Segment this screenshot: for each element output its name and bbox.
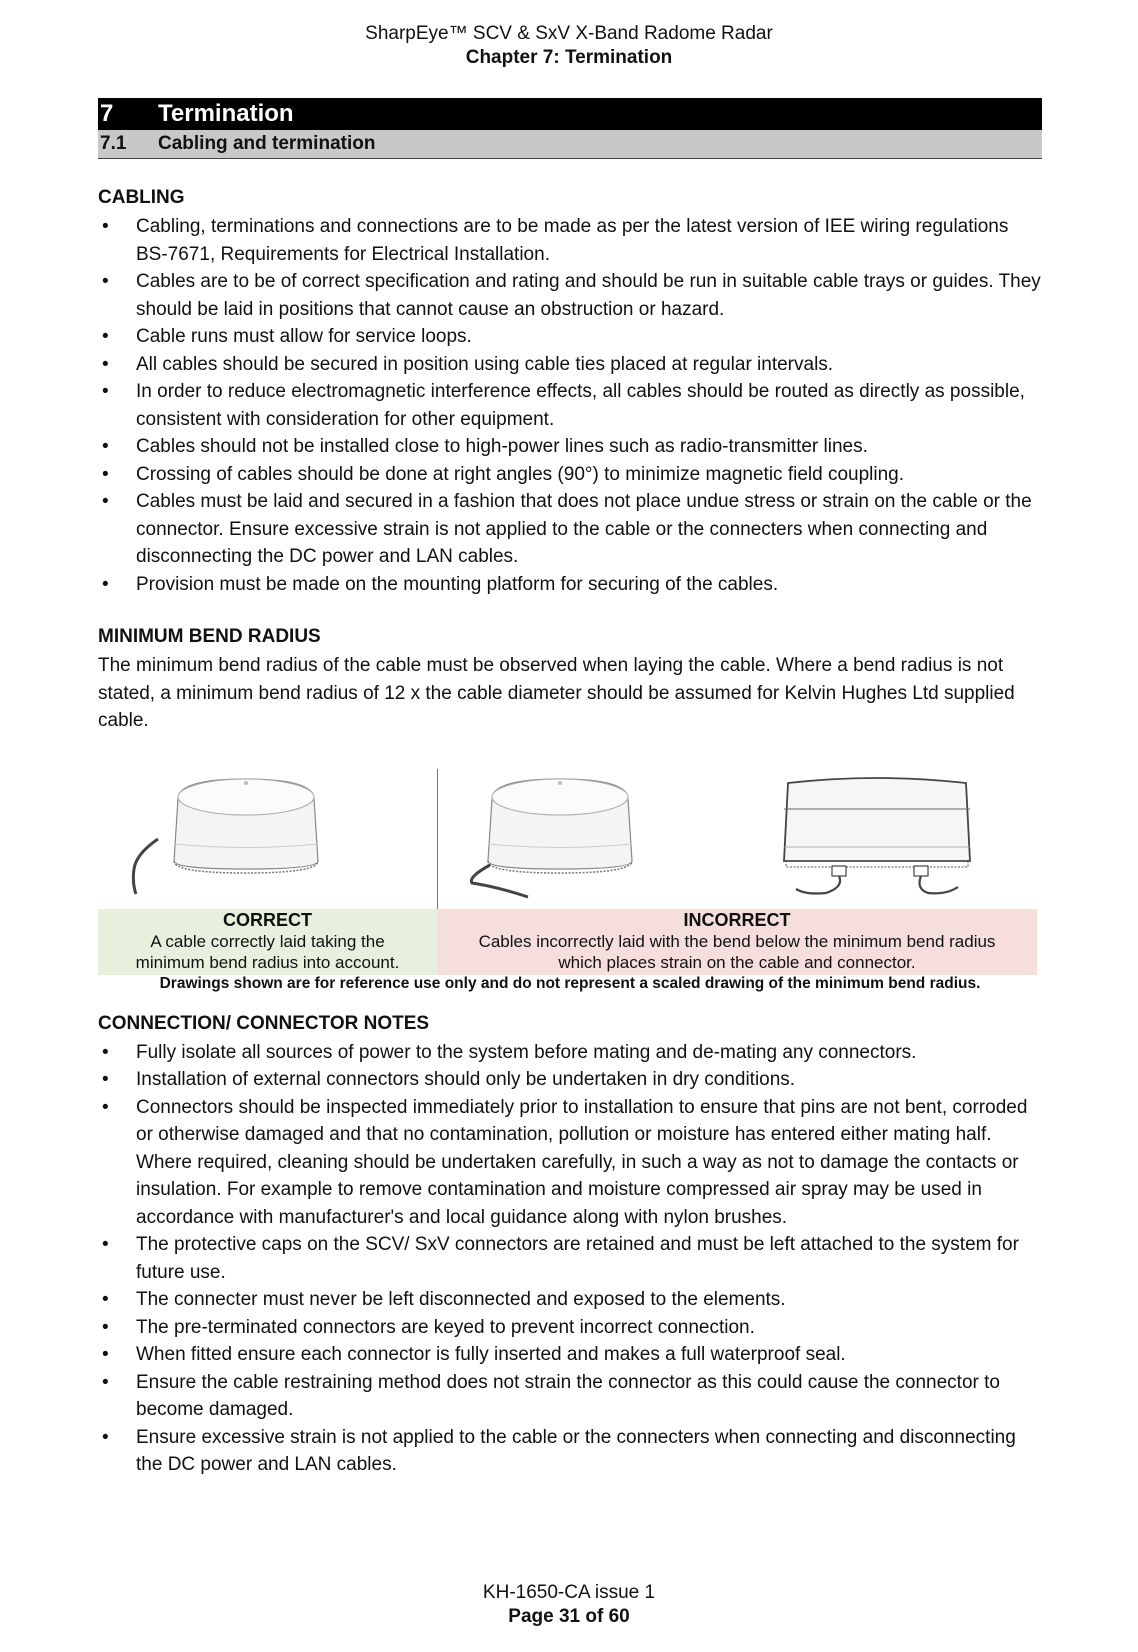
page-footer [0,1581,1138,1629]
list-item: • Cable runs must allow for service loops. [98,323,1042,351]
list-item: • Cables must be laid and secured in a fashion that does not place undue stress or strain on the cable or the connector. Ensure excessive strain is not applied to the cable or the connecters when connecting and disconnecting the DC power and LAN cables. [98,488,1042,571]
correct-label: CORRECT [223,909,312,930]
subsection-title: Cabling and termination [158,133,376,154]
subsection-heading [98,130,1042,159]
radome-correct-drawing [128,769,388,904]
list-item: • Crossing of cables should be done at right angles (90°) to minimize magnetic field coupling. [98,461,1042,489]
list-item: • Provision must be made on the mounting platform for securing of the cables. [98,571,1042,599]
incorrect-label: INCORRECT [683,909,791,930]
page-number: Page 31 of 60 [508,1606,630,1627]
list-item: • Ensure excessive strain is not applied to the cable or the connecters when connecting and disconnecting the DC power and LAN cables. [98,1424,1042,1479]
list-item: • The connecter must never be left disconnected and exposed to the elements. [98,1286,1042,1314]
section-heading [98,98,1042,130]
radome-incorrect-drawing [468,769,728,904]
document-number: KH-1650-CA issue 1 [482,1582,656,1603]
bend-radius-figure [98,769,1042,992]
figure-note: Drawings shown are for reference use only and do not represent a scaled drawing of the minimum bend radius. [159,974,981,992]
incorrect-caption [437,909,1037,975]
connector-list [98,1039,1042,1479]
incorrect-text-line1: Cables incorrectly laid with the bend below the minimum bend radius [478,931,996,951]
incorrect-text-line2: which places strain on the cable and connector. [558,952,916,972]
subsection-number: 7.1 [100,133,127,154]
bend-radius-heading: MINIMUM BEND RADIUS [98,626,321,647]
figure-divider [437,769,438,909]
cabling-heading: CABLING [98,187,185,208]
section-title: Termination [158,100,294,127]
list-item: • When fitted ensure each connector is fully inserted and makes a full waterproof seal. [98,1341,1042,1369]
bend-radius-text: The minimum bend radius of the cable must be observed when laying the cable. Where a bend radius is not stated, a minimum bend radius of 12 x the cable diameter should be assumed for Kelvin Hughes Ltd supplied cable. [98,655,1015,731]
list-item: • The pre-terminated connectors are keyed to prevent incorrect connection. [98,1314,1042,1342]
list-item: • Installation of external connectors should only be undertaken in dry conditions. [98,1066,1042,1094]
correct-text-line2: minimum bend radius into account. [135,952,400,972]
list-item: • Ensure the cable restraining method does not strain the connector as this could cause the connector to become damaged. [98,1369,1042,1424]
page-content [98,98,1042,1479]
radome-side-drawing [766,769,1006,904]
correct-text-line1: A cable correctly laid taking the [150,931,385,951]
page-header [0,22,1138,70]
list-item: • Cables should not be installed close to high-power lines such as radio-transmitter lines. [98,433,1042,461]
list-item: • Cabling, terminations and connections are to be made as per the latest version of IEE wiring regulations BS-7671, Requirements for Electrical Installation. [98,213,1042,268]
list-item: • Connectors should be inspected immediately prior to installation to ensure that pins are not bent, corroded or otherwise damaged and that no contamination, pollution or moisture has entered either mating half. Where required, cleaning should be undertaken carefully, in such a way as not to damage the contacts or insulation. For example to remove contamination and moisture compressed air spray may be used in accordance with manufacturer's and local guidance along with nylon brushes. [98,1094,1042,1232]
correct-caption [98,909,437,975]
list-item: • The protective caps on the SCV/ SxV connectors are retained and must be left attached to the system for future use. [98,1231,1042,1286]
section-number: 7 [100,100,114,127]
document-title: SharpEye™ SCV & SxV X-Band Radome Radar [365,23,773,44]
list-item: • In order to reduce electromagnetic interference effects, all cables should be routed as directly as possible, consistent with consideration for other equipment. [98,378,1042,433]
list-item: • Cables are to be of correct specification and rating and should be run in suitable cable trays or guides. They should be laid in positions that cannot cause an obstruction or hazard. [98,268,1042,323]
cabling-list [98,213,1042,598]
chapter-title: Chapter 7: Termination [465,47,673,68]
connector-heading: CONNECTION/ CONNECTOR NOTES [98,1012,430,1034]
list-item: • Fully isolate all sources of power to the system before mating and de-mating any connectors. [98,1039,1042,1067]
list-item: • All cables should be secured in position using cable ties placed at regular intervals. [98,351,1042,379]
